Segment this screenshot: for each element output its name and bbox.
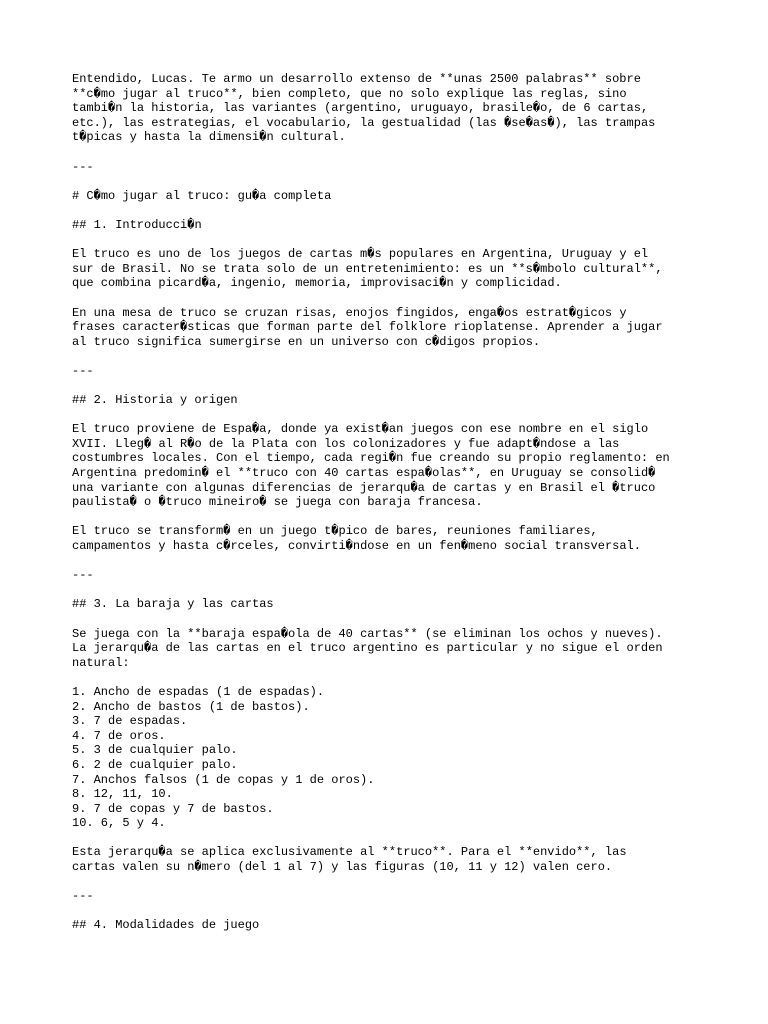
document-line: 8. 12, 11, 10. (72, 787, 173, 802)
document-line: --- (72, 159, 94, 174)
document-line: ## 1. Introducci�n (72, 217, 202, 232)
document-line (72, 233, 712, 248)
document-line: En una mesa de truco se cruzan risas, enojos fingidos, enga�os estrat�gicos y (72, 305, 627, 320)
document-line: 6. 2 de cualquier palo. (72, 757, 238, 772)
document-line: Argentina predomin� el **truco con 40 cartas espa�olas**, en Uruguay se consolid� (72, 466, 656, 481)
document-line: campamentos y hasta c�rceles, convirti�ndose en un fen�meno social transversal. (72, 539, 641, 553)
document-line (72, 670, 712, 685)
document-page (72, 72, 712, 933)
document-line: --- (72, 363, 94, 378)
document-line: tambi�n la historia, las variantes (argentino, uruguayo, brasile�o, de 6 cartas, (72, 101, 649, 116)
document-line: que combina picard�a, ingenio, memoria, improvisaci�n y complicidad. (72, 276, 562, 291)
document-line: Esta jerarqu�a se aplica exclusivamente al **truco**. Para el **envido**, las (72, 845, 627, 860)
document-line: **c�mo jugar al truco**, bien completo, que no solo explique las reglas, sino (72, 86, 627, 101)
document-line: 3. 7 de espadas. (72, 714, 188, 729)
document-line (72, 174, 712, 189)
document-line: El truco es uno de los juegos de cartas m�s populares en Argentina, Uruguay y el (72, 247, 649, 262)
document-line: La jerarqu�a de las cartas en el truco argentino es particular y no sigue el orden (72, 641, 663, 656)
document-line (72, 612, 712, 627)
document-line: al truco significa sumergirse en un universo con c�digos propios. (72, 334, 541, 349)
document-line: costumbres locales. Con el tiempo, cada regi�n fue creando su propio reglamento: en (72, 451, 670, 466)
document-line: --- (72, 889, 94, 904)
document-line (72, 554, 712, 569)
document-line (72, 408, 712, 423)
document-line: ## 4. Modalidades de juego (72, 918, 260, 933)
document-line: El truco se transform� en un juego t�pico de bares, reuniones familiares, (72, 524, 598, 539)
document-line: frases caracter�sticas que forman parte del folklore rioplatense. Aprender a jugar (72, 320, 663, 335)
document-line (72, 145, 712, 160)
document-line: 5. 3 de cualquier palo. (72, 743, 238, 758)
document-line: cartas valen su n�mero (del 1 al 7) y las figuras (10, 11 y 12) valen cero. (72, 860, 613, 875)
document-line: 9. 7 de copas y 7 de bastos. (72, 801, 274, 816)
document-line: 10. 6, 5 y 4. (72, 816, 166, 831)
document-line: 2. Ancho de bastos (1 de bastos). (72, 699, 310, 714)
document-line: etc.), las estrategias, el vocabulario, la gestualidad (las �se�as�), las trampas (72, 115, 656, 130)
document-line: sur de Brasil. No se trata solo de un entretenimiento: es un **s�mbolo cultural**, (72, 261, 663, 276)
document-line (72, 203, 712, 218)
document-line: El truco proviene de Espa�a, donde ya exist�an juegos con ese nombre en el siglo (72, 422, 649, 437)
document-line: ## 2. Historia y origen (72, 393, 238, 408)
document-line (72, 583, 712, 598)
document-line (72, 904, 712, 919)
document-line (72, 291, 712, 306)
document-line: 7. Anchos falsos (1 de copas y 1 de oros). (72, 772, 375, 787)
document-line: # C�mo jugar al truco: gu�a completa (72, 188, 332, 203)
document-line (72, 378, 712, 393)
document-line: XVII. Lleg� al R�o de la Plata con los colonizadores y fue adapt�ndose a las (72, 436, 620, 451)
document-line (72, 831, 712, 846)
document-line: paulista� o �truco mineiro� se juega con baraja francesa. (72, 495, 483, 510)
document-line: 4. 7 de oros. (72, 728, 166, 743)
document-line: 1. Ancho de espadas (1 de espadas). (72, 684, 325, 699)
document-line: una variante con algunas diferencias de jerarqu�a de cartas y en Brasil el �truco (72, 480, 656, 495)
document-line: Se juega con la **baraja espa�ola de 40 cartas** (se eliminan los ochos y nueves). (72, 626, 663, 641)
document-line: ## 3. La baraja y las cartas (72, 597, 274, 612)
document-line (72, 349, 712, 364)
document-line: Entendido, Lucas. Te armo un desarrollo extenso de **unas 2500 palabras** sobre (72, 72, 641, 86)
document-line (72, 875, 712, 890)
document-line (72, 510, 712, 525)
document-line: --- (72, 568, 94, 583)
document-line: natural: (72, 655, 130, 670)
document-line: t�picas y hasta la dimensi�n cultural. (72, 130, 346, 145)
